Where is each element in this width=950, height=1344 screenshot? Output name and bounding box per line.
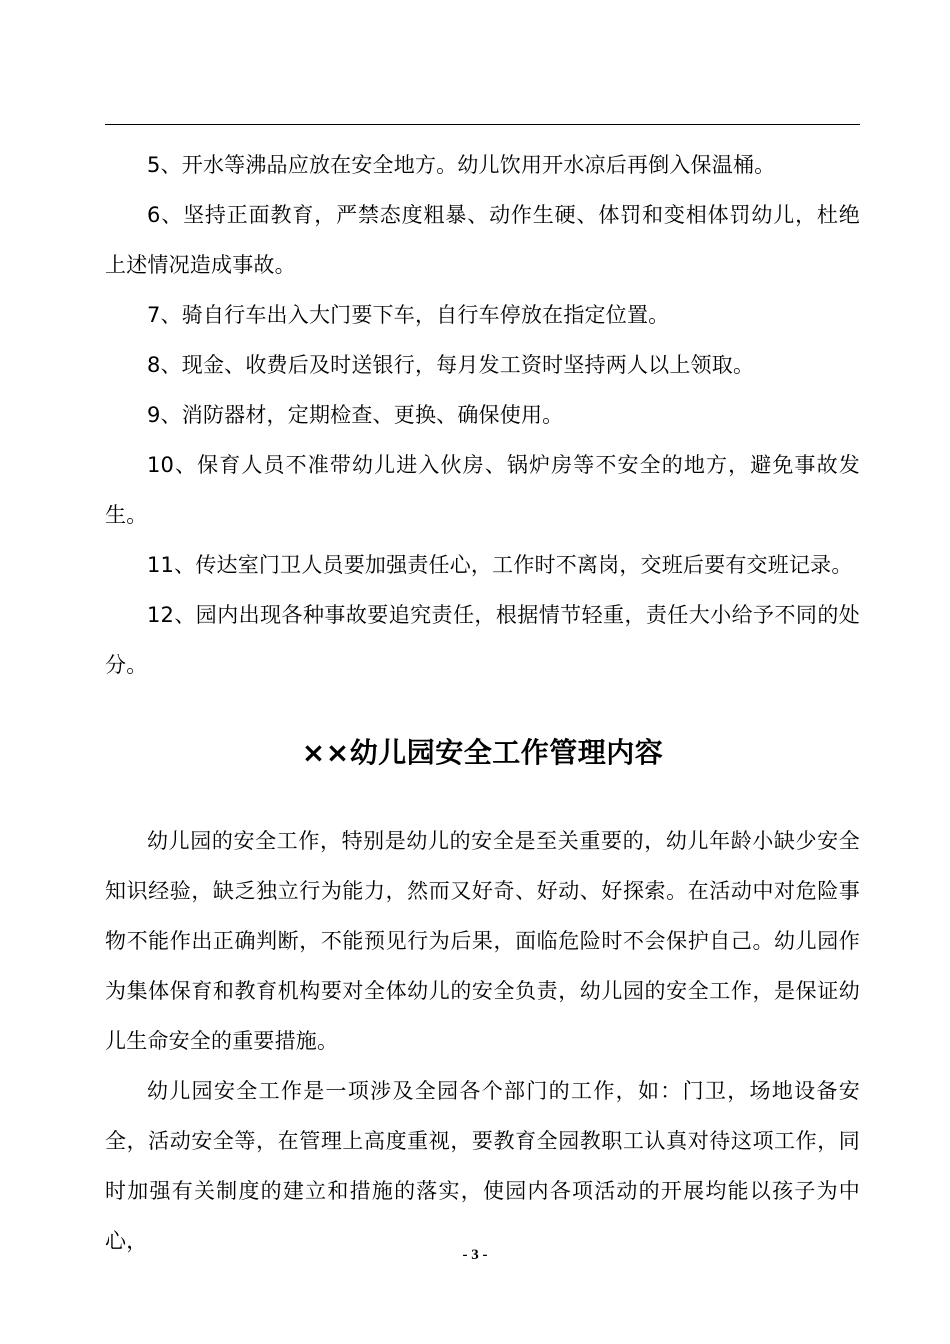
list-item: 8、现金、收费后及时送银行，每月发工资时坚持两人以上领取。	[147, 353, 755, 377]
body-paragraph: 幼儿园的安全工作，特别是幼儿的安全是至关重要的，幼儿年龄小缺少安全知识经验，缺乏独立行为能力，然而又好奇、好动、好探索。在活动中对危险事物不能作出正确判断，不能预见行为后果，面临危险时不会保护自己。幼儿园作为集体保育和教育机构要对全体幼儿的安全负责，幼儿园的安全工作，是保证幼儿生命安全的重要措施。	[105, 829, 860, 1053]
page-number: - 3 -	[462, 1247, 488, 1263]
header-rule	[105, 124, 860, 125]
document-body	[105, 140, 860, 1266]
list-item: 11、传达室门卫人员要加强责任心，工作时不离岗，交班后要有交班记录。	[147, 553, 853, 577]
section-title: ××幼儿园安全工作管理内容	[301, 736, 664, 769]
list-item: 10、保育人员不准带幼儿进入伙房、锅炉房等不安全的地方，避免事故发生。	[105, 453, 860, 527]
list-item: 9、消防器材，定期检查、更换、确保使用。	[147, 403, 564, 427]
list-item: 7、骑自行车出入大门要下车，自行车停放在指定位置。	[147, 303, 670, 327]
list-item: 5、开水等沸品应放在安全地方。幼儿饮用开水凉后再倒入保温桶。	[147, 153, 776, 177]
list-item: 6、坚持正面教育，严禁态度粗暴、动作生硬、体罚和变相体罚幼儿，杜绝上述情况造成事故。	[105, 203, 860, 277]
list-item: 12、园内出现各种事故要追究责任，根据情节轻重，责任大小给予不同的处分。	[105, 603, 860, 677]
body-paragraph: 幼儿园安全工作是一项涉及全园各个部门的工作，如：门卫，场地设备安全，活动安全等，在管理上高度重视，要教育全园教职工认真对待这项工作，同时加强有关制度的建立和措施的落实，使园内各项活动的开展均能以孩子为中心，	[105, 1079, 860, 1253]
